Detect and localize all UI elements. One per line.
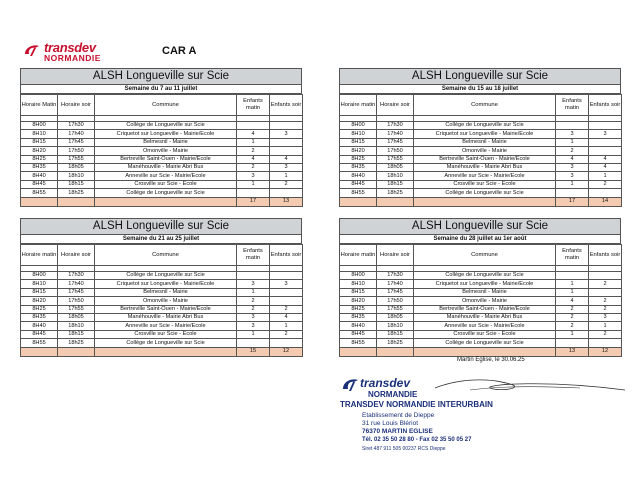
cell-enfants-soir bbox=[589, 122, 622, 130]
table-row bbox=[21, 330, 303, 338]
table-row bbox=[21, 280, 303, 288]
total-soir: 13 bbox=[270, 197, 303, 206]
cell-enfants-soir: 3 bbox=[270, 163, 303, 171]
cell-commune: Manéhouville - Mairie Abri Bus bbox=[414, 313, 556, 321]
table-row bbox=[21, 155, 303, 163]
cell-matin: 8H45 bbox=[21, 180, 58, 188]
cell-matin: 8H15 bbox=[340, 288, 377, 296]
cell-commune: Anneville sur Scie - Mairie/Ecole bbox=[414, 322, 556, 330]
cell-soir: 18h15 bbox=[377, 330, 414, 338]
cell-enfants-soir: 3 bbox=[589, 130, 622, 138]
cell-enfants-soir: 2 bbox=[270, 305, 303, 313]
block-title: ALSH Longueville sur Scie bbox=[339, 68, 621, 85]
table-row bbox=[21, 313, 303, 321]
transdev-logo-icon bbox=[22, 42, 42, 60]
header-enfants-soir: Enfants soir bbox=[589, 95, 622, 116]
header-enfants-matin: Enfants matin bbox=[237, 95, 270, 116]
cell-soir: 18h10 bbox=[377, 172, 414, 180]
header-arrivee: Horaire soir bbox=[58, 95, 95, 116]
stamp-region: NORMANDIE bbox=[368, 390, 418, 399]
cell-enfants-soir: 3 bbox=[589, 313, 622, 321]
cell-soir: 18h05 bbox=[58, 163, 95, 171]
cell-commune: Collège de Longueville sur Scie bbox=[95, 272, 237, 280]
header-arrivee: Horaire soir bbox=[377, 95, 414, 116]
total-soir: 12 bbox=[589, 347, 622, 356]
cell-soir: 17h55 bbox=[377, 305, 414, 313]
signature-date: Martin Eglise, le 30.06.25 bbox=[457, 357, 525, 363]
cell-soir: 18h10 bbox=[58, 322, 95, 330]
cell-soir: 18h25 bbox=[58, 339, 95, 347]
table-row bbox=[340, 180, 622, 188]
cell-matin: 8H15 bbox=[21, 138, 58, 146]
table-header bbox=[21, 95, 303, 116]
table-row bbox=[21, 122, 303, 130]
cell-commune: Collège de Longueville sur Scie bbox=[95, 189, 237, 197]
cell-commune: Anneville sur Scie - Mairie/Ecole bbox=[95, 322, 237, 330]
cell-soir: 18h15 bbox=[58, 180, 95, 188]
schedule-block-2 bbox=[339, 68, 621, 207]
cell-enfants-soir bbox=[589, 272, 622, 280]
cell-soir: 18h10 bbox=[58, 172, 95, 180]
cell-enfants-matin: 2 bbox=[556, 305, 589, 313]
cell-soir: 18h05 bbox=[377, 313, 414, 321]
cell-enfants-matin bbox=[556, 272, 589, 280]
cell-matin: 8H35 bbox=[21, 313, 58, 321]
cell-matin: 8H10 bbox=[340, 280, 377, 288]
header-depart: Horaire matin bbox=[340, 245, 377, 266]
cell-soir: 17h55 bbox=[377, 155, 414, 163]
cell-matin: 8H20 bbox=[21, 147, 58, 155]
cell-enfants-soir bbox=[589, 288, 622, 296]
cell-commune: Omonville - Mairie bbox=[414, 297, 556, 305]
cell-matin: 8H55 bbox=[21, 339, 58, 347]
cell-enfants-soir: 2 bbox=[589, 305, 622, 313]
stamp-city: 76370 MARTIN EGLISE bbox=[362, 428, 433, 435]
table-header bbox=[340, 95, 622, 116]
cell-commune: Bertreville Saint-Ouen - Mairie/Ecole bbox=[95, 155, 237, 163]
total-matin: 13 bbox=[556, 347, 589, 356]
block-week: Semaine du 7 au 11 juillet bbox=[20, 85, 302, 94]
cell-commune: Anneville sur Scie - Mairie/Ecole bbox=[95, 172, 237, 180]
cell-enfants-soir bbox=[270, 339, 303, 347]
cell-enfants-matin: 2 bbox=[237, 147, 270, 155]
cell-enfants-matin: 3 bbox=[237, 172, 270, 180]
cell-soir: 17h40 bbox=[58, 280, 95, 288]
cell-enfants-matin: 1 bbox=[556, 288, 589, 296]
cell-matin: 8H15 bbox=[340, 138, 377, 146]
stamp-company: TRANSDEV NORMANDIE INTERURBAIN bbox=[340, 400, 493, 409]
cell-matin: 8H00 bbox=[21, 122, 58, 130]
cell-enfants-soir bbox=[270, 122, 303, 130]
cell-commune: Manéhouville - Mairie Abri Bus bbox=[95, 163, 237, 171]
cell-commune: Manéhouville - Mairie Abri Bus bbox=[95, 313, 237, 321]
cell-enfants-matin: 3 bbox=[556, 130, 589, 138]
cell-enfants-matin: 3 bbox=[237, 313, 270, 321]
cell-matin: 8H00 bbox=[21, 272, 58, 280]
cell-matin: 8H20 bbox=[340, 147, 377, 155]
cell-matin: 8H20 bbox=[21, 297, 58, 305]
table-row bbox=[21, 339, 303, 347]
cell-enfants-matin: 3 bbox=[556, 172, 589, 180]
cell-soir: 17h40 bbox=[58, 130, 95, 138]
table-row bbox=[340, 189, 622, 197]
cell-soir: 17h30 bbox=[377, 122, 414, 130]
cell-soir: 18h05 bbox=[58, 313, 95, 321]
cell-commune: Belmesnil - Mairie bbox=[95, 288, 237, 296]
header-commune: Commune bbox=[95, 245, 237, 266]
cell-enfants-soir: 2 bbox=[589, 180, 622, 188]
cell-enfants-soir: 3 bbox=[270, 130, 303, 138]
cell-matin: 8H00 bbox=[340, 122, 377, 130]
block-week: Semaine du 15 au 18 juillet bbox=[339, 85, 621, 94]
cell-commune: Anneville sur Scie - Mairie/Ecole bbox=[414, 172, 556, 180]
cell-enfants-soir: 2 bbox=[589, 297, 622, 305]
cell-enfants-matin: 2 bbox=[556, 147, 589, 155]
cell-enfants-matin bbox=[556, 339, 589, 347]
cell-enfants-matin: 3 bbox=[237, 280, 270, 288]
table-row bbox=[340, 288, 622, 296]
cell-enfants-soir bbox=[270, 189, 303, 197]
block-title: ALSH Longueville sur Scie bbox=[20, 68, 302, 85]
cell-soir: 18h25 bbox=[58, 189, 95, 197]
table-row bbox=[21, 272, 303, 280]
cell-enfants-matin: 1 bbox=[556, 330, 589, 338]
cell-commune: Collège de Longueville sur Scie bbox=[414, 122, 556, 130]
header-enfants-soir: Enfants soir bbox=[270, 95, 303, 116]
cell-matin: 8H35 bbox=[21, 163, 58, 171]
cell-matin: 8H40 bbox=[21, 172, 58, 180]
header-enfants-soir: Enfants soir bbox=[270, 245, 303, 266]
cell-enfants-soir: 2 bbox=[270, 330, 303, 338]
cell-matin: 8H45 bbox=[21, 330, 58, 338]
cell-enfants-matin: 4 bbox=[556, 297, 589, 305]
cell-enfants-matin: 1 bbox=[237, 330, 270, 338]
cell-matin: 8H10 bbox=[21, 130, 58, 138]
table-row bbox=[21, 138, 303, 146]
table-row bbox=[340, 330, 622, 338]
cell-matin: 8H20 bbox=[340, 297, 377, 305]
cell-enfants-matin bbox=[556, 122, 589, 130]
cell-soir: 18h25 bbox=[377, 339, 414, 347]
cell-enfants-matin bbox=[237, 122, 270, 130]
table-row bbox=[21, 147, 303, 155]
cell-matin: 8H55 bbox=[21, 189, 58, 197]
cell-enfants-matin bbox=[237, 189, 270, 197]
cell-enfants-soir bbox=[589, 138, 622, 146]
cell-commune: Bertreville Saint-Ouen - Mairie/Ecole bbox=[414, 305, 556, 313]
cell-enfants-soir bbox=[270, 297, 303, 305]
total-soir: 14 bbox=[589, 197, 622, 206]
total-soir: 12 bbox=[270, 347, 303, 356]
total-row bbox=[340, 347, 622, 356]
cell-matin: 8H35 bbox=[340, 313, 377, 321]
cell-matin: 8H40 bbox=[340, 322, 377, 330]
schedule-table bbox=[339, 94, 622, 207]
cell-enfants-matin: 3 bbox=[237, 322, 270, 330]
cell-enfants-matin: 2 bbox=[237, 163, 270, 171]
table-row bbox=[21, 322, 303, 330]
total-matin: 17 bbox=[556, 197, 589, 206]
cell-enfants-soir: 1 bbox=[589, 172, 622, 180]
cell-commune: Criquetot sur Longueville - Mairie/Ecole bbox=[95, 130, 237, 138]
cell-matin: 8H25 bbox=[340, 305, 377, 313]
stamp-establishment: Etablissement de Dieppe bbox=[362, 412, 435, 419]
cell-enfants-matin: 1 bbox=[237, 288, 270, 296]
cell-commune: Belmesnil - Mairie bbox=[414, 138, 556, 146]
total-row bbox=[21, 197, 303, 206]
cell-soir: 17h50 bbox=[58, 297, 95, 305]
schedule-table bbox=[20, 244, 303, 357]
cell-enfants-matin: 2 bbox=[556, 322, 589, 330]
stamp-logo-icon bbox=[340, 376, 362, 394]
table-row bbox=[340, 297, 622, 305]
total-row bbox=[340, 197, 622, 206]
table-row bbox=[340, 272, 622, 280]
cell-enfants-soir bbox=[589, 147, 622, 155]
schedule-block-1 bbox=[20, 68, 302, 207]
cell-matin: 8H00 bbox=[340, 272, 377, 280]
cell-enfants-matin: 1 bbox=[556, 280, 589, 288]
cell-enfants-soir: 4 bbox=[270, 155, 303, 163]
cell-soir: 17h40 bbox=[377, 280, 414, 288]
table-row bbox=[21, 189, 303, 197]
table-row bbox=[340, 163, 622, 171]
cell-soir: 17h30 bbox=[58, 122, 95, 130]
cell-commune: Crosville sur Scie - Ecole bbox=[414, 180, 556, 188]
stamp-brand: transdev bbox=[360, 376, 411, 390]
table-row bbox=[340, 122, 622, 130]
cell-matin: 8H40 bbox=[340, 172, 377, 180]
cell-commune: Criquetot sur Longueville - Mairie/Ecole bbox=[414, 280, 556, 288]
cell-enfants-soir bbox=[270, 288, 303, 296]
table-row bbox=[21, 297, 303, 305]
header-arrivee: Horaire soir bbox=[377, 245, 414, 266]
cell-commune: Crosville sur Scie - Ecole bbox=[95, 180, 237, 188]
cell-soir: 17h55 bbox=[58, 155, 95, 163]
cell-matin: 8H15 bbox=[21, 288, 58, 296]
brand-name: transdev bbox=[44, 40, 96, 55]
cell-enfants-soir: 2 bbox=[270, 180, 303, 188]
header-enfants-matin: Enfants matin bbox=[556, 245, 589, 266]
cell-commune: Bertreville Saint-Ouen - Mairie/Ecole bbox=[414, 155, 556, 163]
header-commune: Commune bbox=[95, 95, 237, 116]
block-week: Semaine du 21 au 25 juillet bbox=[20, 235, 302, 244]
cell-enfants-soir bbox=[270, 147, 303, 155]
cell-matin: 8H10 bbox=[21, 280, 58, 288]
cell-matin: 8H40 bbox=[21, 322, 58, 330]
cell-commune: Criquetot sur Longueville - Mairie/Ecole bbox=[414, 130, 556, 138]
table-row bbox=[21, 180, 303, 188]
cell-soir: 17h55 bbox=[58, 305, 95, 313]
cell-enfants-matin: 1 bbox=[237, 138, 270, 146]
cell-commune: Belmesnil - Mairie bbox=[95, 138, 237, 146]
cell-enfants-soir: 1 bbox=[270, 172, 303, 180]
cell-soir: 18h05 bbox=[377, 163, 414, 171]
cell-soir: 17h30 bbox=[377, 272, 414, 280]
cell-soir: 18h15 bbox=[377, 180, 414, 188]
total-row bbox=[21, 347, 303, 356]
cell-enfants-soir bbox=[589, 189, 622, 197]
stamp-siret: Siret 487 911 505 00237 RCS Dieppe bbox=[362, 446, 446, 452]
cell-soir: 17h40 bbox=[377, 130, 414, 138]
transdev-logo bbox=[22, 40, 142, 66]
cell-matin: 8H45 bbox=[340, 180, 377, 188]
cell-enfants-matin: 2 bbox=[556, 313, 589, 321]
table-row bbox=[340, 155, 622, 163]
schedule-block-4 bbox=[339, 218, 621, 357]
cell-soir: 17h45 bbox=[58, 138, 95, 146]
cell-commune: Collège de Longueville sur Scie bbox=[95, 122, 237, 130]
header-enfants-matin: Enfants matin bbox=[237, 245, 270, 266]
header-arrivee: Horaire soir bbox=[58, 245, 95, 266]
total-matin: 15 bbox=[237, 347, 270, 356]
cell-soir: 18h15 bbox=[58, 330, 95, 338]
cell-enfants-soir: 4 bbox=[589, 163, 622, 171]
cell-commune: Bertreville Saint-Ouen - Mairie/Ecole bbox=[95, 305, 237, 313]
cell-matin: 8H35 bbox=[340, 163, 377, 171]
cell-matin: 8H55 bbox=[340, 339, 377, 347]
cell-soir: 18h10 bbox=[377, 322, 414, 330]
header-commune: Commune bbox=[414, 95, 556, 116]
table-row bbox=[340, 130, 622, 138]
cell-enfants-soir bbox=[589, 339, 622, 347]
header-enfants-soir: Enfants soir bbox=[589, 245, 622, 266]
table-row bbox=[21, 288, 303, 296]
header-commune: Commune bbox=[414, 245, 556, 266]
cell-matin: 8H45 bbox=[340, 330, 377, 338]
cell-matin: 8H55 bbox=[340, 189, 377, 197]
table-row bbox=[21, 305, 303, 313]
cell-soir: 17h50 bbox=[377, 147, 414, 155]
cell-enfants-soir: 2 bbox=[589, 280, 622, 288]
cell-soir: 17h45 bbox=[377, 288, 414, 296]
cell-enfants-soir: 4 bbox=[270, 313, 303, 321]
cell-enfants-matin: 4 bbox=[237, 130, 270, 138]
table-row bbox=[21, 163, 303, 171]
block-title: ALSH Longueville sur Scie bbox=[20, 218, 302, 235]
table-row bbox=[340, 313, 622, 321]
cell-enfants-soir: 1 bbox=[589, 322, 622, 330]
cell-soir: 17h50 bbox=[377, 297, 414, 305]
table-row bbox=[340, 172, 622, 180]
cell-enfants-matin bbox=[556, 189, 589, 197]
stamp-phone: Tél. 02 35 50 28 80 - Fax 02 35 50 05 27 bbox=[362, 437, 472, 443]
schedule-table bbox=[339, 244, 622, 357]
cell-enfants-soir: 1 bbox=[270, 322, 303, 330]
schedule-table bbox=[20, 94, 303, 207]
table-row bbox=[340, 305, 622, 313]
cell-matin: 8H10 bbox=[340, 130, 377, 138]
cell-commune: Omonville - Mairie bbox=[414, 147, 556, 155]
cell-enfants-matin: 3 bbox=[556, 163, 589, 171]
cell-matin: 8H25 bbox=[340, 155, 377, 163]
cell-enfants-matin: 2 bbox=[237, 305, 270, 313]
cell-soir: 18h25 bbox=[377, 189, 414, 197]
table-row bbox=[21, 130, 303, 138]
cell-commune: Belmesnil - Mairie bbox=[414, 288, 556, 296]
car-title: CAR A bbox=[162, 45, 197, 57]
cell-enfants-soir bbox=[270, 272, 303, 280]
cell-enfants-matin: 1 bbox=[237, 180, 270, 188]
schedule-block-3 bbox=[20, 218, 302, 357]
cell-commune: Crosville sur Scie - Ecole bbox=[95, 330, 237, 338]
handwritten-signature bbox=[430, 374, 630, 398]
table-header bbox=[21, 245, 303, 266]
table-row bbox=[340, 322, 622, 330]
cell-matin: 8H25 bbox=[21, 155, 58, 163]
header-depart: Horaire matin bbox=[340, 95, 377, 116]
cell-matin: 8H25 bbox=[21, 305, 58, 313]
cell-enfants-soir: 3 bbox=[270, 280, 303, 288]
cell-soir: 17h45 bbox=[377, 138, 414, 146]
cell-enfants-soir: 4 bbox=[589, 155, 622, 163]
cell-commune: Manéhouville - Mairie Abri Bus bbox=[414, 163, 556, 171]
cell-commune: Collège de Longueville sur Scie bbox=[414, 189, 556, 197]
cell-soir: 17h50 bbox=[58, 147, 95, 155]
cell-enfants-matin: 4 bbox=[237, 155, 270, 163]
table-row bbox=[21, 172, 303, 180]
total-matin: 17 bbox=[237, 197, 270, 206]
brand-region: NORMANDIE bbox=[44, 53, 101, 63]
cell-commune: Collège de Longueville sur Scie bbox=[414, 272, 556, 280]
cell-enfants-matin bbox=[237, 272, 270, 280]
cell-commune: Omonville - Mairie bbox=[95, 297, 237, 305]
cell-commune: Collège de Longueville sur Scie bbox=[414, 339, 556, 347]
cell-soir: 17h45 bbox=[58, 288, 95, 296]
table-row bbox=[340, 138, 622, 146]
block-week: Semaine du 28 juillet au 1er août bbox=[339, 235, 621, 244]
stamp-street: 31 rue Louis Blériot bbox=[362, 420, 419, 427]
table-row bbox=[340, 280, 622, 288]
cell-commune: Crosville sur Scie - Ecole bbox=[414, 330, 556, 338]
table-header bbox=[340, 245, 622, 266]
cell-enfants-matin: 1 bbox=[556, 180, 589, 188]
cell-enfants-matin: 4 bbox=[556, 155, 589, 163]
table-row bbox=[340, 147, 622, 155]
header-depart: Horaire matin bbox=[21, 245, 58, 266]
header-enfants-matin: Enfants matin bbox=[556, 95, 589, 116]
cell-enfants-soir: 2 bbox=[589, 330, 622, 338]
cell-enfants-matin bbox=[237, 339, 270, 347]
header-depart: Horaire Matin bbox=[21, 95, 58, 116]
cell-enfants-matin: 2 bbox=[237, 297, 270, 305]
cell-enfants-matin: 1 bbox=[556, 138, 589, 146]
cell-commune: Criquetot sur Longueville - Mairie/Ecole bbox=[95, 280, 237, 288]
cell-commune: Omonville - Mairie bbox=[95, 147, 237, 155]
cell-soir: 17h30 bbox=[58, 272, 95, 280]
table-row bbox=[340, 339, 622, 347]
cell-commune: Collège de Longueville sur Scie bbox=[95, 339, 237, 347]
block-title: ALSH Longueville sur Scie bbox=[339, 218, 621, 235]
cell-enfants-soir bbox=[270, 138, 303, 146]
